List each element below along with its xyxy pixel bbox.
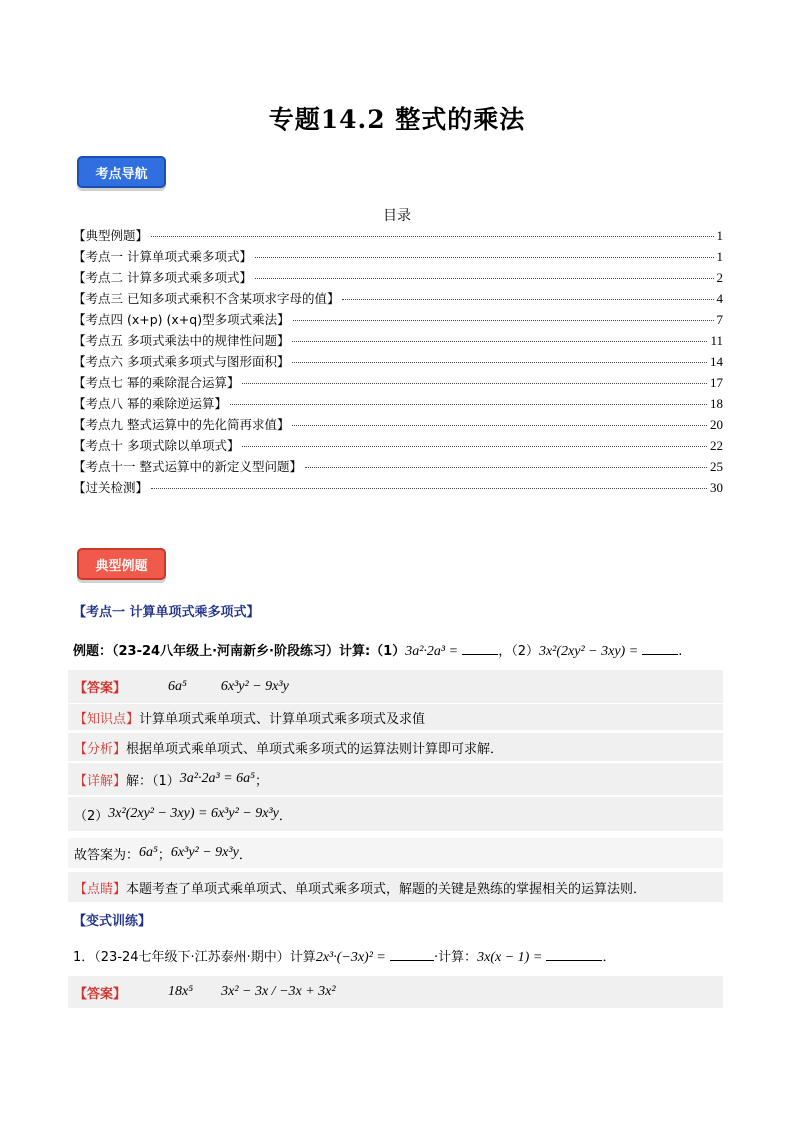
comment-text: 本题考查了单项式乘单项式、单项式乘多项式，解题的关键是熟练的掌握相关的运算法则．	[126, 881, 647, 897]
toc-item[interactable]	[73, 415, 723, 436]
toc-leader	[292, 362, 707, 363]
detail-box	[68, 763, 723, 795]
final-value-1: 6a⁵	[139, 845, 158, 860]
toc-item[interactable]	[73, 457, 723, 478]
toc-item-label: 【考点四 (x+p) (x+q)型多项式乘法】	[73, 312, 290, 327]
variant-question-1	[73, 946, 615, 966]
toc-item-page: 25	[710, 459, 723, 474]
toc-leader	[242, 446, 707, 447]
toc-item-page: 1	[716, 228, 723, 243]
nav-badge-label: 考点导航	[77, 156, 166, 188]
toc-item-label: 【考点三 已知多项式乘积不含某项求字母的值】	[73, 291, 340, 306]
answer-value-1: 6a⁵	[168, 678, 187, 694]
example-end: .	[678, 644, 683, 659]
toc-leader	[255, 278, 714, 279]
toc-item-page: 1	[716, 249, 723, 264]
toc-item[interactable]	[73, 478, 723, 499]
example-question	[73, 640, 682, 660]
toc-item[interactable]	[73, 226, 723, 247]
q1-end: ．	[602, 950, 616, 965]
toc-item-page: 14	[710, 354, 723, 369]
knowledge-label: 【知识点】	[74, 711, 140, 727]
detail-line2-prefix: （2）	[74, 808, 109, 824]
answer-label: 【答案】	[74, 681, 127, 696]
toc-item[interactable]	[73, 436, 723, 457]
final-sep: ；	[157, 847, 171, 863]
toc-item-page: 4	[716, 291, 723, 306]
toc-item[interactable]	[73, 331, 723, 352]
comment-box	[68, 872, 723, 902]
comment-label: 【点睛】	[74, 881, 127, 897]
toc-item-label: 【考点九 整式运算中的先化简再求值】	[73, 417, 290, 432]
toc-item[interactable]	[73, 268, 723, 289]
detail-lead: 解：（1）	[126, 773, 180, 789]
q1-mid: ·计算：	[434, 950, 478, 965]
toc-item-label: 【考点七 幂的乘除混合运算】	[73, 375, 240, 390]
detail-label: 【详解】	[74, 773, 127, 789]
detail-expr-2: 3x²(2xy² − 3xy) = 6x³y² − 9x³y	[108, 806, 279, 821]
toc-leader	[292, 341, 707, 342]
toc-item-label: 【典型例题】	[73, 228, 149, 243]
toc-leader	[151, 236, 713, 237]
toc-item-page: 30	[710, 480, 723, 495]
q1-prefix: 1．（23-24七年级下·江苏泰州·期中）计算	[73, 950, 316, 965]
toc-item-label: 【过关检测】	[73, 480, 149, 495]
answer-blank	[546, 948, 602, 961]
examples-badge-label: 典型例题	[77, 548, 166, 580]
toc-item-label: 【考点六 多项式乘多项式与图形面积】	[73, 354, 290, 369]
toc-item-label: 【考点十一 整式运算中的新定义型问题】	[73, 459, 302, 474]
detail-line-2	[68, 797, 723, 831]
page-title: 专题14.2 整式的乘法	[268, 105, 526, 134]
toc-item[interactable]	[73, 289, 723, 310]
section-heading: 【考点一 计算单项式乘多项式】	[73, 605, 260, 620]
example-expr-1: 3a²·2a³ =	[405, 644, 459, 659]
analysis-box	[68, 733, 723, 761]
analysis-text: 根据单项式乘单项式、单项式乘多项式的运算法则计算即可求解．	[126, 741, 504, 757]
toc-item-page: 20	[710, 417, 723, 432]
toc-item[interactable]	[73, 352, 723, 373]
q1-expr-2: 3x(x − 1) =	[477, 950, 543, 965]
final-end: ．	[238, 847, 252, 863]
toc-item[interactable]	[73, 394, 723, 415]
toc-item[interactable]	[73, 310, 723, 331]
final-value-2: 6x³y² − 9x³y	[170, 845, 239, 860]
toc-leader	[230, 404, 707, 405]
final-answer-line	[68, 838, 723, 868]
toc-item-page: 11	[710, 333, 723, 348]
toc-item-label: 【考点五 多项式乘法中的规律性问题】	[73, 333, 290, 348]
example-prefix: 例题：（23-24八年级上·河南新乡·阶段练习）计算:（1）	[73, 644, 406, 659]
toc-leader	[305, 467, 707, 468]
toc-item-page: 7	[716, 312, 723, 327]
variant-heading: 【变式训练】	[73, 914, 152, 929]
answer-blank	[462, 642, 498, 655]
knowledge-box	[68, 704, 723, 730]
toc-item-page: 22	[710, 438, 723, 453]
nav-badge	[77, 156, 166, 188]
answer-value-2: 6x³y² − 9x³y	[220, 678, 289, 694]
toc-leader	[342, 299, 713, 300]
toc-leader	[255, 257, 714, 258]
toc-item-page: 18	[710, 396, 723, 411]
toc-item-page: 2	[716, 270, 723, 285]
toc-item[interactable]	[73, 247, 723, 268]
examples-badge	[77, 548, 166, 580]
q1-answer-value-2: 3x² − 3x / −3x + 3x²	[221, 984, 336, 999]
example-expr-2: 3x²(2xy² − 3xy) =	[538, 644, 639, 659]
toc-leader	[293, 320, 714, 321]
answer-blank	[390, 948, 434, 961]
toc-item-page: 17	[710, 375, 723, 390]
example-mid: ，（2）	[498, 644, 539, 659]
q1-answer-box	[68, 976, 723, 1008]
toc-item-label: 【考点十 多项式除以单项式】	[73, 438, 240, 453]
final-prefix: 故答案为：	[74, 847, 140, 863]
answer-box	[68, 670, 723, 703]
toc-leader	[292, 425, 707, 426]
toc-item-label: 【考点一 计算单项式乘多项式】	[73, 249, 252, 264]
knowledge-text: 计算单项式乘单项式、计算单项式乘多项式及求值	[139, 711, 426, 727]
table-of-contents	[73, 226, 723, 499]
q1-answer-value-1: 18x⁵	[168, 984, 194, 999]
toc-leader	[242, 383, 707, 384]
detail-end: ．	[278, 808, 292, 824]
q1-expr-1: 2x³·(−3x)² =	[315, 950, 386, 965]
toc-item-label: 【考点二 计算多项式乘多项式】	[73, 270, 252, 285]
answer-blank	[642, 642, 678, 655]
toc-item-label: 【考点八 幂的乘除逆运算】	[73, 396, 227, 411]
detail-sep: ；	[255, 773, 269, 789]
toc-heading: 目录	[383, 208, 411, 224]
analysis-label: 【分析】	[74, 741, 127, 757]
q1-answer-label: 【答案】	[74, 986, 127, 1002]
toc-leader	[151, 488, 707, 489]
detail-expr-1: 3a²·2a³ = 6a⁵	[179, 771, 256, 786]
toc-item[interactable]	[73, 373, 723, 394]
